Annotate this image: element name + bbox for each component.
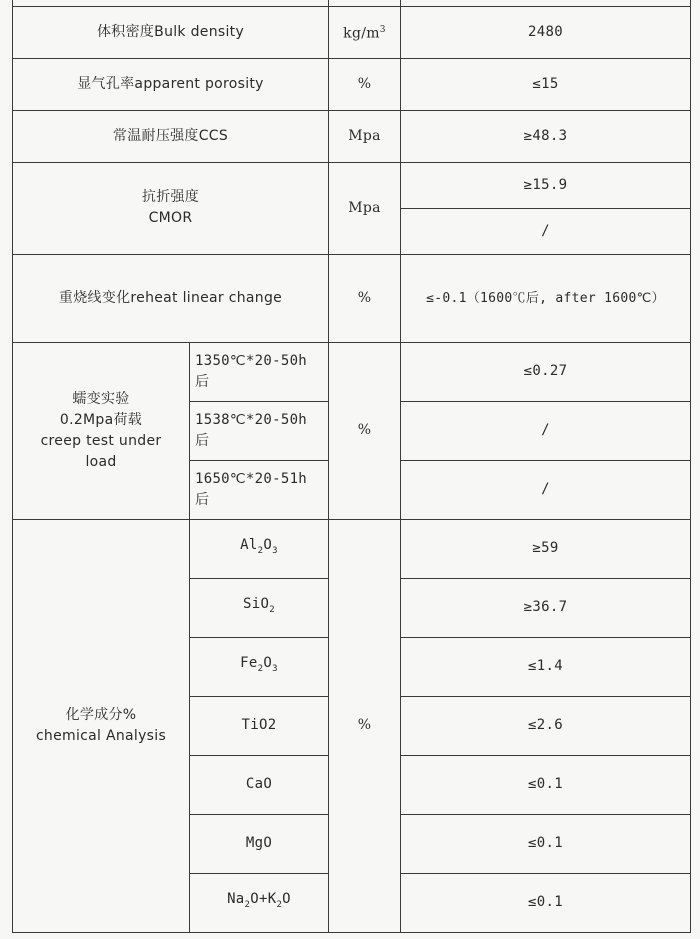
creep-value-2: / [401,401,691,460]
table-row-chem-al2o3 [13,519,691,578]
bulk-density-unit: $kg/m^3$ [329,6,401,58]
creep-label: 蠕变实验 0.2Mpa荷载 creep test under load [13,342,190,519]
reheat-value: ≤-0.1（1600℃后, after 1600℃） [401,254,691,342]
table-row-bulk-density [13,6,691,58]
apparent-porosity-unit: % [329,58,401,110]
chemical-unit: % [329,519,401,932]
chem-value-na2o-k2o: ≤0.1 [401,873,691,932]
property-table [12,0,691,933]
apparent-porosity-label: 显气孔率apparent porosity [13,58,329,110]
creep-condition-1: 1350℃*20-50h 后 [190,342,329,401]
creep-value-3: / [401,460,691,519]
chem-item-cao: CaO [190,755,329,814]
cmor-unit: Mpa [329,162,401,254]
chem-item-al2o3: $Al_2O_3$ [190,519,329,578]
creep-condition-3: 1650℃*20-51h 后 [190,460,329,519]
chem-value-fe2o3: ≤1.4 [401,637,691,696]
chem-value-sio2: ≥36.7 [401,578,691,637]
cmor-value-2: / [401,208,691,254]
bulk-density-value: 2480 [401,6,691,58]
table-row-cmor-1 [13,162,691,208]
reheat-unit: % [329,254,401,342]
apparent-porosity-value: ≤15 [401,58,691,110]
chem-item-tio2: TiO2 [190,696,329,755]
ccs-value: ≥48.3 [401,110,691,162]
table-row-ccs [13,110,691,162]
chemical-label: 化学成分% chemical Analysis [13,519,190,932]
chem-item-na2o-k2o: $Na_2O+K_2O$ [190,873,329,932]
cmor-value-1: ≥15.9 [401,162,691,208]
cmor-label: 抗折强度 CMOR [13,162,329,254]
chem-item-mgo: MgO [190,814,329,873]
chem-item-sio2: SiO$_2$ [190,578,329,637]
ccs-label: 常温耐压强度CCS [13,110,329,162]
creep-condition-2: 1538℃*20-50h 后 [190,401,329,460]
table-row-apparent-porosity [13,58,691,110]
chem-value-cao: ≤0.1 [401,755,691,814]
table-row-reheat [13,254,691,342]
creep-value-1: ≤0.27 [401,342,691,401]
ccs-unit: Mpa [329,110,401,162]
property-table-sheet [12,0,690,939]
chem-value-tio2: ≤2.6 [401,696,691,755]
table-row-creep-1 [13,342,691,401]
creep-unit: % [329,342,401,519]
reheat-label: 重烧线变化reheat linear change [13,254,329,342]
chem-value-al2o3: ≥59 [401,519,691,578]
chem-value-mgo: ≤0.1 [401,814,691,873]
bulk-density-label: 体积密度Bulk density [13,6,329,58]
chem-item-fe2o3: $Fe_2O_3$ [190,637,329,696]
